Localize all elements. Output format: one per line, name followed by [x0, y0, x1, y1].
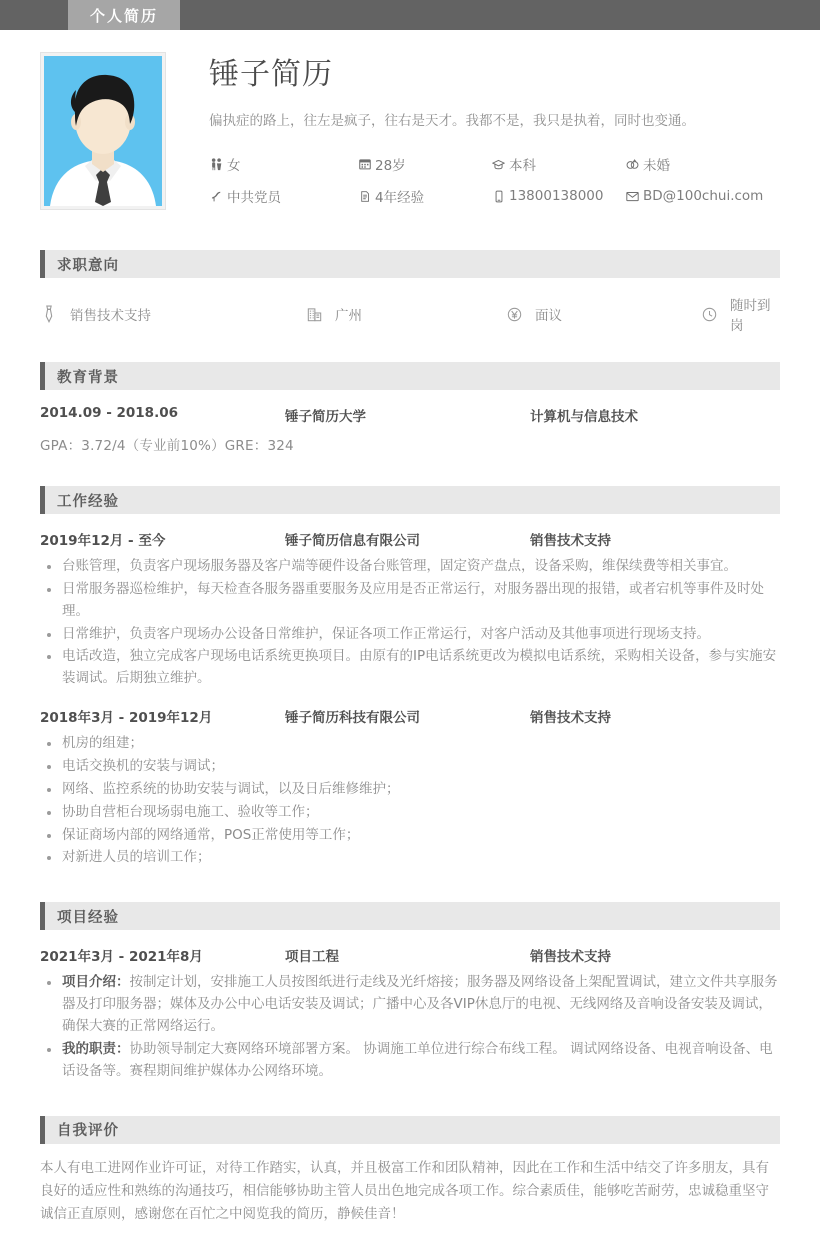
fact-political-status	[209, 186, 357, 206]
intent-position	[42, 304, 307, 324]
page-title: 锤子简历	[209, 57, 333, 92]
heart-rings-icon	[625, 158, 640, 171]
bullet-label: 我的职责：	[62, 1040, 130, 1057]
section-header	[40, 250, 780, 278]
education-detail: GPA：3.72/4（专业前10%）GRE：324	[40, 438, 294, 454]
project-entry	[40, 930, 780, 1082]
fact-marital-status-value: 未婚	[643, 158, 670, 175]
list-item: 台账管理，负责客户现场服务器及客户端等硬件设备台账管理，固定资产盘点，设备采购，维保续费等相关事宜。	[40, 556, 780, 578]
entry-organization: 锤子简历信息有限公司	[285, 533, 420, 549]
list-item	[40, 1039, 780, 1083]
profile-motto: 偏执症的路上，往左是疯子，往右是天才。我都不是，我只是执着，同时也变通。	[209, 113, 695, 129]
section-work-experience	[0, 486, 820, 880]
fact-experience-value: 4年经验	[375, 190, 425, 207]
intent-availability	[702, 294, 778, 334]
list-item: 日常维护，负责客户现场办公设备日常维护，保证各项工作正常运行，对客户活动及其他事项进行现场支持。	[40, 624, 780, 646]
fact-age-value: 28岁	[375, 158, 406, 175]
intention-row	[40, 278, 780, 340]
party-emblem-icon	[209, 190, 224, 203]
list-item: 对新进人员的培训工作；	[40, 847, 780, 869]
section-education	[0, 362, 820, 464]
list-item: 协助自营柜台现场弱电施工、验收等工作；	[40, 802, 780, 824]
fact-education-value: 本科	[509, 158, 536, 175]
entry-role: 计算机与信息技术	[530, 409, 638, 425]
intent-salary-value: 面议	[535, 308, 562, 324]
bullet-label: 项目介绍：	[62, 974, 130, 991]
envelope-icon	[625, 191, 640, 202]
entry-organization: 项目工程	[285, 949, 339, 966]
topbar-spacer	[0, 0, 68, 30]
entry-header	[40, 691, 780, 726]
fact-gender-value: 女	[227, 158, 241, 175]
list-item: 机房的组建；	[40, 733, 780, 755]
avatar-photo	[44, 56, 162, 206]
entry-role: 销售技术支持	[530, 710, 611, 727]
section-self-evaluation	[0, 1116, 820, 1234]
graduation-cap-icon	[491, 158, 506, 171]
mobile-phone-icon	[491, 190, 506, 203]
entry-period: 2019年12月 - 至今	[40, 533, 166, 549]
calendar-icon	[357, 158, 372, 170]
section-title-intention: 求职意向	[57, 257, 119, 274]
yen-circle-icon	[507, 307, 527, 322]
entry-organization: 锤子简历大学	[285, 409, 366, 425]
section-project-experience	[0, 902, 820, 1093]
work-bullet-list	[40, 549, 780, 690]
section-job-intention	[0, 250, 820, 340]
fact-political-status-value: 中共党员	[227, 190, 281, 207]
fact-gender	[209, 154, 357, 174]
section-header	[40, 362, 780, 390]
fact-phone	[491, 186, 625, 206]
entry-header	[40, 390, 780, 425]
intent-salary	[507, 304, 702, 324]
entry-header	[40, 930, 780, 965]
section-header	[40, 1116, 780, 1144]
intent-position-value: 销售技术支持	[70, 308, 151, 324]
section-title-summary: 自我评价	[57, 1123, 119, 1140]
work-entry	[40, 691, 780, 869]
list-item: 保证商场内部的网络通常，POS正常使用等工作；	[40, 825, 780, 847]
profile-details	[166, 52, 780, 210]
section-header	[40, 486, 780, 514]
intent-city	[307, 304, 507, 324]
intent-availability-value: 随时到岗	[730, 298, 771, 334]
education-entry	[40, 390, 780, 454]
document-icon	[357, 190, 372, 203]
entry-role: 销售技术支持	[530, 949, 611, 966]
bullet-text: 按制定计划，安排施工人员按图纸进行走线及光纤熔接；服务器及网络设备上架配置调试，建立文件共享服务器及打印服务器；媒体及办公中心电话安装及调试；广播中心及各VIP休息厅的电视、无线网络及音响设备安装及调试，确保大赛的正常网络运行。	[62, 974, 778, 1035]
building-icon	[307, 307, 327, 322]
intent-city-value: 广州	[335, 308, 362, 324]
profile-header	[0, 30, 820, 228]
fact-experience	[357, 186, 491, 206]
fact-email	[625, 186, 780, 206]
top-tab-bar	[0, 0, 820, 30]
list-item	[40, 972, 780, 1038]
list-item: 电话交换机的安装与调试；	[40, 756, 780, 778]
bullet-text: 协助领导制定大赛网络环境部署方案。 协调施工单位进行综合布线工程。 调试网络设备、电视音响设备、电话设备等。赛程期间维护媒体办公网络环境。	[62, 1040, 773, 1079]
necktie-icon	[42, 305, 62, 323]
entry-period: 2018年3月 - 2019年12月	[40, 710, 213, 727]
project-bullet-list	[40, 965, 780, 1082]
fact-marital-status	[625, 154, 780, 174]
profile-facts	[209, 154, 780, 206]
section-title-project: 项目经验	[57, 909, 119, 926]
section-title-work: 工作经验	[57, 493, 119, 510]
fact-age	[357, 154, 491, 174]
fact-phone-value: 13800138000	[509, 188, 604, 205]
entry-header	[40, 514, 780, 549]
list-item: 日常服务器巡检维护，每天检查各服务器重要服务及应用是否正常运行，对服务器出现的报错，或者宕机等事件及时处理。	[40, 579, 780, 623]
work-bullet-list	[40, 726, 780, 869]
avatar	[40, 52, 166, 210]
entry-period: 2021年3月 - 2021年8月	[40, 949, 203, 966]
gender-icon	[209, 158, 224, 171]
section-title-education: 教育背景	[57, 369, 119, 386]
entry-period: 2014.09 - 2018.06	[40, 405, 178, 421]
tab-personal-resume[interactable]: 个人简历	[68, 0, 180, 30]
clock-icon	[702, 307, 722, 322]
list-item: 网络、监控系统的协助安装与调试，以及日后维修维护；	[40, 779, 780, 801]
work-entry	[40, 514, 780, 690]
fact-email-value: BD@100chui.com	[643, 188, 764, 205]
entry-organization: 锤子简历科技有限公司	[285, 710, 420, 727]
list-item: 电话改造，独立完成客户现场电话系统更换项目。由原有的IP电话系统更改为模拟电话系统，采购相关设备，参与实施安装调试。后期独立维护。	[40, 646, 780, 690]
section-header	[40, 902, 780, 930]
fact-education	[491, 154, 625, 174]
self-evaluation-text: 本人有电工进网作业许可证，对待工作踏实，认真，并且极富工作和团队精神，因此在工作和生活中结交了许多朋友，具有良好的适应性和熟练的沟通技巧，相信能够协助主管人员出色地完成各项工作。综合素质佳，能够吃苦耐劳，忠诚稳重坚守诚信正直原则，感谢您在百忙之中阅览我的简历，静候佳音！	[40, 1159, 769, 1223]
entry-role: 销售技术支持	[530, 533, 611, 549]
